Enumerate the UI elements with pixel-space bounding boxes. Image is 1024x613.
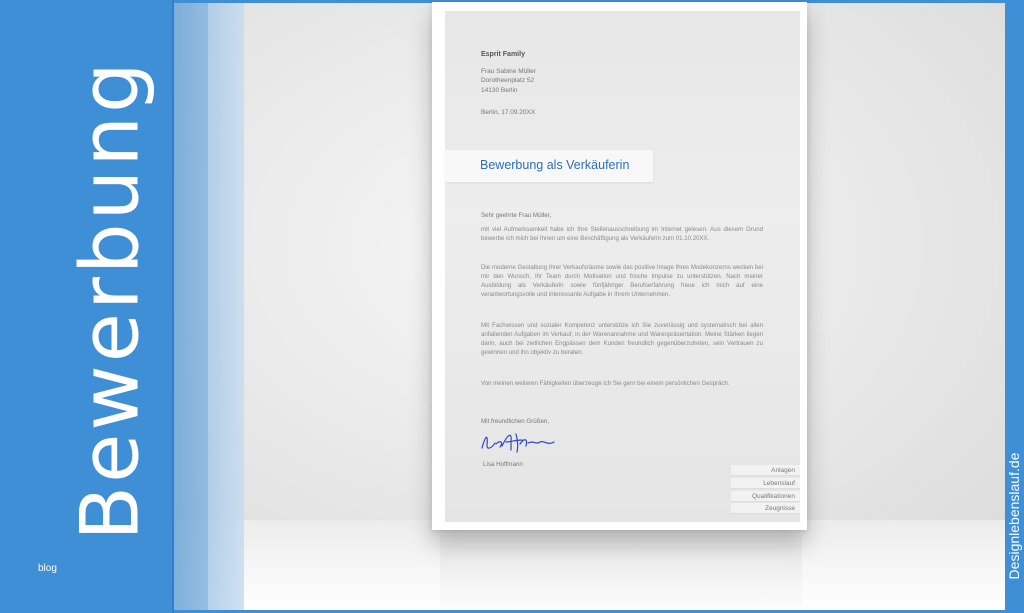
letter-paragraph: mit viel Aufmerksamkeit habe ich Ihre Stellenausschreibung im Internet gelesen. Aus diesem Grund bewerbe ich mich bei Ihnen um eine Beschäftigung als Verkäuferin zum 01.10.20XX. — [481, 226, 763, 242]
recipient-line: Frau Sabine Müller — [481, 68, 536, 75]
letter-title: Bewerbung als Verkäuferin — [480, 158, 630, 172]
left-banner — [0, 0, 172, 613]
signature — [478, 428, 568, 456]
signer-name: Lisa Hoffmann — [483, 461, 523, 468]
letter-paragraph: Die moderne Gestaltung Ihrer Verkaufsräume sowie das positive Image Ihres Modekonzerns wecken bei mir den Wunsch, Ihr Team durch Motivation und frische Impulse zu unterstützen. Nach meiner Ausbildung als Verkäuferin sowie fünfjähriger Berufserfahrung freue ich mich auf eine verantwortungsvolle und interessante Aufgabe in Ihrem Unternehmen. — [481, 264, 763, 298]
site-url: Designlebenslauf.de — [1006, 452, 1022, 580]
sender-name: Esprit Family — [481, 51, 525, 58]
decor-strip — [172, 0, 208, 613]
attachment-item: Anlagen — [731, 465, 800, 476]
closing: Mit freundlichen Grüßen, — [481, 418, 550, 425]
right-frame — [1005, 0, 1024, 613]
attachment-item: Zeugnisse — [731, 503, 800, 514]
divider — [172, 0, 174, 613]
attachment-item: Lebenslauf — [731, 478, 800, 489]
paper-reflection — [440, 535, 802, 613]
recipient-line: 14130 Berlin — [481, 87, 518, 94]
recipient-line: Dorotheenplatz 52 — [481, 77, 535, 84]
decor-strip — [208, 0, 244, 613]
letter-paragraph: Von meinen weiteren Fähigkeiten überzeuge ich Sie gern bei einem persönlichen Gespräch. — [481, 380, 730, 387]
attachment-item: Qualifikationen — [731, 491, 800, 502]
salutation: Sehr geehrte Frau Müller, — [481, 212, 552, 219]
blog-label: blog — [38, 563, 57, 574]
banner-title: Bewerbung — [63, 59, 157, 541]
letter-date: Berlin, 17.09.20XX — [481, 109, 536, 116]
letter-paragraph: Mit Fachwissen und sozialer Kompetenz unterstütze ich Sie zuverlässig und systematisch bei allen anfallenden Aufgaben im Verkauf, in der Warenannahme und Warenpräsentation. Meine Stärken liegen darin, auch bei zeitlichen Engpässen dem Kunden freundlich gegenüberzutreten, sein Vertrauen zu gewinnen und ihn objektiv zu beraten. — [481, 322, 763, 356]
